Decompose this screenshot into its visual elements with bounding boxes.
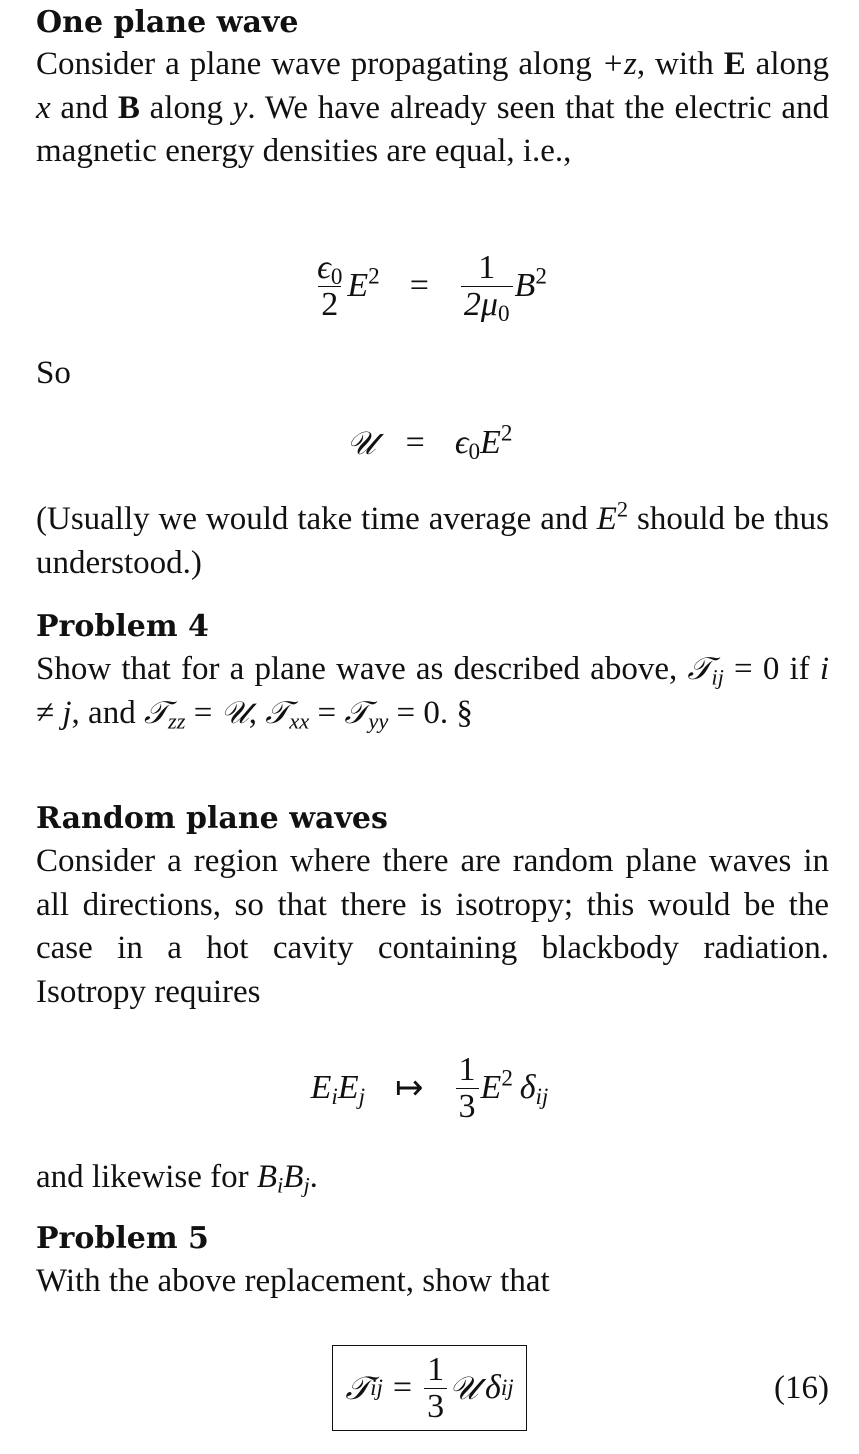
equation-isotropy: [0, 1042, 859, 1134]
text-run: ,: [248, 694, 266, 731]
so-text: So: [36, 355, 71, 391]
likewise-text: [36, 1156, 829, 1200]
text-run: , and: [71, 694, 144, 731]
frac-denominator: 3: [456, 1088, 479, 1125]
delta-symbol: δ: [485, 1369, 501, 1406]
section-heading-one-plane-wave: [36, 2, 829, 44]
script-T-symbol: 𝒯: [345, 1368, 371, 1407]
fraction-epsilon-over-2: [314, 250, 345, 322]
frac-denominator: [461, 285, 513, 327]
equation-number: (16): [774, 1369, 829, 1406]
boxed-result: 𝒯 ij = $\frac{1}{3}$ 𝒰 δ ij: [332, 1345, 526, 1431]
script-U-symbol: 𝒰: [449, 1368, 479, 1407]
subscript: yy: [368, 708, 389, 734]
var-E: E: [347, 267, 369, 304]
text-run: .: [309, 1159, 318, 1195]
subscript: xx: [289, 708, 310, 734]
var-E: E: [596, 501, 617, 537]
epsilon0-E-squared: [454, 420, 513, 465]
text-run: ≠: [36, 694, 63, 731]
equation-energy-density-U: [0, 418, 859, 468]
fraction-one-third: [424, 1352, 447, 1424]
text-run: =: [185, 694, 221, 731]
math-bold-B: B: [117, 89, 140, 126]
problem-4-statement: [36, 648, 829, 735]
var-B: B: [283, 1159, 304, 1195]
problem-text: [36, 648, 829, 735]
random-waves-paragraph: [36, 840, 829, 1014]
text-run: and likewise for: [36, 1159, 257, 1195]
script-T-symbol: 𝒯: [143, 694, 168, 731]
script-T-symbol: 𝒯: [687, 651, 712, 687]
subscript: i: [331, 1083, 338, 1110]
superscript: 2: [368, 263, 380, 290]
text-run: = 0. §: [388, 694, 473, 731]
epsilon-symbol: ϵ: [317, 248, 331, 286]
equals-sign: =: [392, 1369, 413, 1406]
section-heading-random-plane-waves: [36, 798, 829, 840]
superscript: 2: [500, 420, 513, 447]
frac-numerator: 1: [458, 1050, 476, 1088]
subscript: j: [358, 1083, 366, 1110]
text-run: Show that for a plane wave as described above,: [36, 651, 688, 687]
problem-5-heading: [36, 1218, 829, 1260]
text-run: =: [309, 694, 345, 731]
heading-text: One plane wave: [36, 5, 299, 40]
text-run: should be thus understood.): [36, 501, 829, 581]
script-T-symbol: 𝒯: [344, 694, 369, 731]
var-j: j: [62, 694, 72, 731]
subscript: 0: [330, 263, 343, 290]
math-plus-z: +z: [601, 46, 637, 82]
var-E: E: [480, 424, 501, 461]
frac-numerator: 1: [427, 1350, 445, 1388]
script-U-symbol: 𝒰: [220, 694, 249, 731]
paragraph-text: Consider a region where there are random plane waves in all directions, so that there is isotropy; this would be the case in a hot cavity containing blackbody radiation. Isotropy requires: [36, 843, 829, 1010]
text-run: (Usually we would take time average and: [36, 501, 597, 537]
equation-16: [0, 1338, 859, 1438]
frac-numerator: [314, 248, 345, 290]
E-squared: [347, 263, 380, 305]
subscript: j: [303, 1172, 310, 1198]
var-E: E: [480, 1069, 502, 1106]
frac-denominator: 2: [318, 286, 341, 323]
text-run: along: [745, 46, 829, 82]
text-run: Consider a plane wave propagating along: [36, 46, 602, 82]
math-y: y: [232, 89, 248, 126]
equation-energy-densities: [0, 240, 859, 332]
problem-text: With the above replacement, show that: [36, 1263, 550, 1299]
intro-paragraph: [36, 43, 829, 174]
E-squared-delta: [480, 1065, 549, 1110]
var-B: B: [256, 1159, 278, 1195]
note-text: [36, 498, 829, 585]
Ei-Ej: [310, 1069, 366, 1110]
delta-symbol: δ: [519, 1069, 536, 1106]
problem-5-statement: [36, 1260, 829, 1304]
text-run: = 0 if: [723, 651, 820, 687]
subscript: 0: [468, 438, 481, 465]
superscript: 2: [616, 496, 629, 522]
math-bold-E: E: [723, 46, 746, 82]
text-run: along: [139, 89, 233, 126]
var-E: E: [337, 1069, 359, 1106]
script-U-symbol: 𝒰: [346, 423, 376, 462]
two-mu: 2μ: [463, 285, 498, 323]
time-average-note: [36, 498, 829, 585]
text-run: , with: [636, 46, 724, 82]
frac-denominator: 3: [424, 1388, 447, 1425]
epsilon-symbol: ϵ: [454, 424, 469, 461]
subscript: i: [277, 1172, 284, 1198]
problem-4-heading: [36, 606, 829, 648]
equals-sign: =: [409, 267, 429, 304]
subscript: 0: [497, 300, 510, 327]
var-i: i: [819, 651, 829, 687]
superscript: 2: [501, 1065, 513, 1092]
maps-to-arrow: ↦: [395, 1070, 424, 1107]
math-x: x: [36, 89, 51, 126]
text-run: . We have already seen that the electric and magnetic energy densities are equal, i.e.,: [36, 89, 829, 169]
equals-sign: =: [405, 424, 425, 461]
heading-text: Problem 4: [36, 609, 209, 644]
frac-numerator: 1: [478, 248, 496, 286]
var-E: E: [310, 1069, 332, 1106]
superscript: 2: [535, 263, 547, 290]
var-B: B: [514, 267, 536, 304]
subscript: zz: [167, 708, 186, 734]
fraction-1-over-2mu0: [461, 248, 513, 327]
text-run: and: [50, 89, 118, 126]
script-T-symbol: 𝒯: [265, 694, 290, 731]
subscript: ij: [535, 1083, 549, 1110]
heading-text: Random plane waves: [36, 801, 388, 836]
heading-text: Problem 5: [36, 1221, 209, 1256]
paragraph-text: [36, 43, 829, 174]
B-squared: [514, 263, 547, 305]
so-line: [36, 352, 829, 396]
fraction-one-third: [456, 1052, 479, 1124]
subscript: ij: [711, 664, 724, 690]
likewise-line: [36, 1156, 829, 1200]
